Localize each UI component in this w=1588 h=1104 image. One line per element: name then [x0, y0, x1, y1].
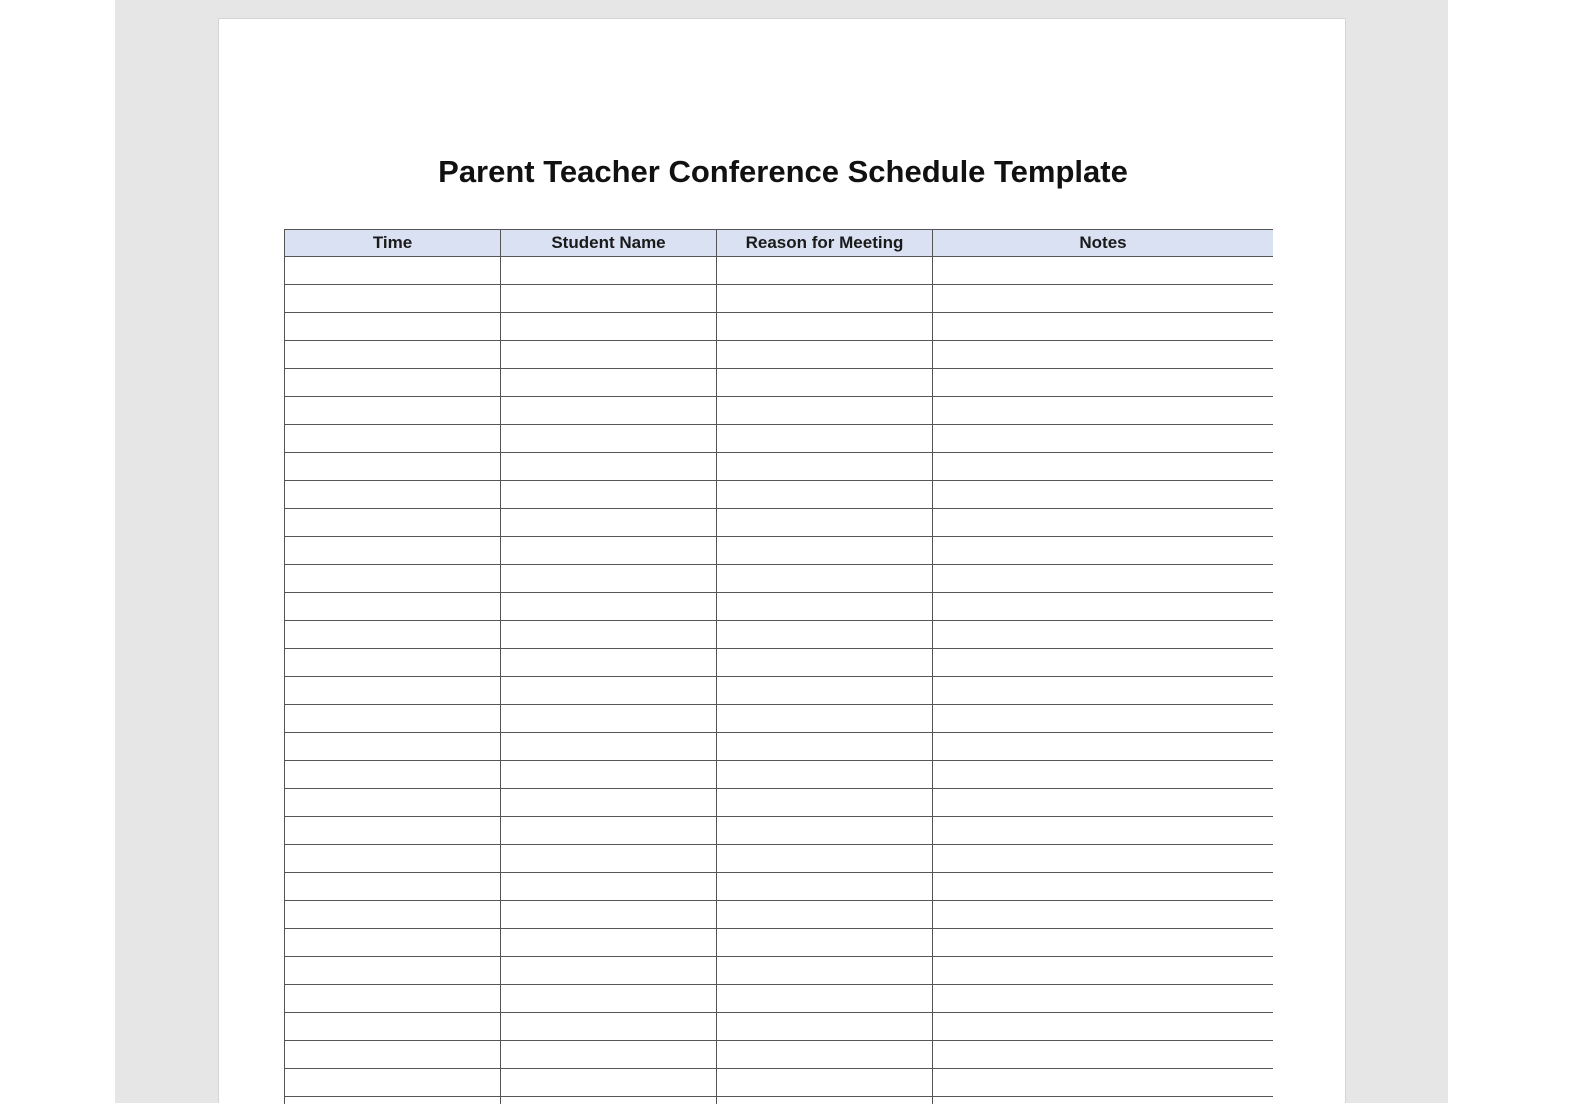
table-cell[interactable]: [501, 929, 717, 957]
table-cell[interactable]: [285, 453, 501, 481]
table-cell[interactable]: [285, 285, 501, 313]
schedule-table: [284, 229, 1273, 1104]
table-cell[interactable]: [933, 901, 1274, 929]
table-row: [285, 901, 1274, 929]
schedule-table-body: [285, 257, 1274, 1104]
table-cell[interactable]: [285, 397, 501, 425]
table-cell[interactable]: [933, 621, 1274, 649]
table-row: [285, 957, 1274, 985]
table-cell[interactable]: [501, 425, 717, 453]
table-row: [285, 677, 1274, 705]
table-cell[interactable]: [501, 369, 717, 397]
table-cell[interactable]: [501, 537, 717, 565]
table-row: [285, 257, 1274, 285]
table-cell[interactable]: [501, 509, 717, 537]
table-cell[interactable]: [717, 1041, 933, 1069]
table-cell[interactable]: [501, 817, 717, 845]
table-row: [285, 1013, 1274, 1041]
table-cell[interactable]: [933, 761, 1274, 789]
table-row: [285, 369, 1274, 397]
table-row: [285, 761, 1274, 789]
table-cell[interactable]: [501, 453, 717, 481]
table-cell[interactable]: [717, 845, 933, 873]
table-cell[interactable]: [717, 621, 933, 649]
document-viewer: [115, 0, 1448, 1103]
column-header-notes: Notes: [933, 230, 1274, 257]
table-row: [285, 789, 1274, 817]
table-cell[interactable]: [717, 285, 933, 313]
table-cell[interactable]: [285, 817, 501, 845]
table-cell[interactable]: [501, 733, 717, 761]
table-cell[interactable]: [501, 285, 717, 313]
table-cell[interactable]: [285, 257, 501, 285]
table-cell[interactable]: [717, 593, 933, 621]
table-row: [285, 817, 1274, 845]
table-cell[interactable]: [933, 1069, 1274, 1097]
table-cell[interactable]: [717, 453, 933, 481]
table-cell[interactable]: [717, 705, 933, 733]
table-cell[interactable]: [933, 481, 1274, 509]
table-cell[interactable]: [501, 761, 717, 789]
table-cell[interactable]: [717, 509, 933, 537]
table-cell[interactable]: [717, 257, 933, 285]
table-cell[interactable]: [717, 481, 933, 509]
table-cell[interactable]: [933, 789, 1274, 817]
table-cell[interactable]: [285, 481, 501, 509]
column-header-reason-for-meeting: Reason for Meeting: [717, 230, 933, 257]
table-cell[interactable]: [285, 621, 501, 649]
table-row: [285, 397, 1274, 425]
table-cell[interactable]: [501, 789, 717, 817]
table-cell[interactable]: [501, 873, 717, 901]
table-cell[interactable]: [933, 593, 1274, 621]
table-cell[interactable]: [933, 985, 1274, 1013]
table-cell[interactable]: [501, 957, 717, 985]
table-cell[interactable]: [717, 789, 933, 817]
table-cell[interactable]: [717, 1013, 933, 1041]
table-row: [285, 929, 1274, 957]
table-cell[interactable]: [933, 817, 1274, 845]
table-row: [285, 705, 1274, 733]
table-cell[interactable]: [933, 733, 1274, 761]
table-cell[interactable]: [285, 565, 501, 593]
table-cell[interactable]: [717, 649, 933, 677]
table-cell[interactable]: [285, 1041, 501, 1069]
table-cell[interactable]: [933, 873, 1274, 901]
table-cell[interactable]: [501, 1069, 717, 1097]
table-row: [285, 733, 1274, 761]
table-row: [285, 593, 1274, 621]
table-cell[interactable]: [285, 733, 501, 761]
document-title: Parent Teacher Conference Schedule Template: [219, 154, 1347, 190]
table-row: [285, 649, 1274, 677]
table-cell[interactable]: [285, 1069, 501, 1097]
table-cell[interactable]: [285, 761, 501, 789]
table-cell[interactable]: [285, 425, 501, 453]
table-cell[interactable]: [933, 929, 1274, 957]
table-row: [285, 873, 1274, 901]
table-cell[interactable]: [501, 397, 717, 425]
table-cell[interactable]: [933, 425, 1274, 453]
column-header-student-name: Student Name: [501, 230, 717, 257]
table-cell[interactable]: [285, 593, 501, 621]
table-cell[interactable]: [717, 341, 933, 369]
table-cell[interactable]: [933, 369, 1274, 397]
column-header-time: Time: [285, 230, 501, 257]
table-cell[interactable]: [501, 621, 717, 649]
table-cell[interactable]: [933, 285, 1274, 313]
table-cell[interactable]: [501, 985, 717, 1013]
table-cell[interactable]: [501, 649, 717, 677]
table-row: [285, 537, 1274, 565]
table-cell[interactable]: [285, 509, 501, 537]
table-cell[interactable]: [285, 873, 501, 901]
table-cell[interactable]: [501, 901, 717, 929]
table-cell[interactable]: [717, 929, 933, 957]
table-cell[interactable]: [285, 341, 501, 369]
table-cell[interactable]: [717, 537, 933, 565]
table-cell[interactable]: [933, 845, 1274, 873]
table-cell[interactable]: [285, 957, 501, 985]
table-cell[interactable]: [717, 1069, 933, 1097]
table-cell[interactable]: [717, 397, 933, 425]
table-cell[interactable]: [501, 565, 717, 593]
table-row: [285, 1041, 1274, 1069]
table-cell[interactable]: [285, 369, 501, 397]
table-cell[interactable]: [933, 537, 1274, 565]
table-cell[interactable]: [717, 957, 933, 985]
table-cell[interactable]: [717, 761, 933, 789]
table-cell[interactable]: [933, 313, 1274, 341]
table-cell[interactable]: [501, 313, 717, 341]
table-header-row: [285, 230, 1274, 257]
table-row: [285, 453, 1274, 481]
table-cell[interactable]: [933, 257, 1274, 285]
table-cell[interactable]: [933, 453, 1274, 481]
table-cell[interactable]: [717, 985, 933, 1013]
table-row: [285, 341, 1274, 369]
table-row: [285, 1069, 1274, 1097]
table-cell[interactable]: [717, 677, 933, 705]
table-cell[interactable]: [717, 313, 933, 341]
table-cell[interactable]: [285, 929, 501, 957]
table-cell[interactable]: [501, 705, 717, 733]
table-cell[interactable]: [285, 537, 501, 565]
table-cell[interactable]: [285, 649, 501, 677]
table-cell[interactable]: [285, 985, 501, 1013]
table-cell[interactable]: [717, 873, 933, 901]
table-cell[interactable]: [933, 705, 1274, 733]
table-cell[interactable]: [717, 369, 933, 397]
table-cell[interactable]: [285, 313, 501, 341]
table-cell[interactable]: [717, 733, 933, 761]
table-row: [285, 285, 1274, 313]
table-row: [285, 621, 1274, 649]
table-cell[interactable]: [501, 341, 717, 369]
table-cell[interactable]: [285, 845, 501, 873]
table-cell[interactable]: [717, 901, 933, 929]
table-cell[interactable]: [501, 845, 717, 873]
table-cell[interactable]: [501, 677, 717, 705]
table-cell[interactable]: [285, 789, 501, 817]
table-cell[interactable]: [501, 593, 717, 621]
table-cell[interactable]: [501, 257, 717, 285]
table-cell[interactable]: [933, 341, 1274, 369]
table-cell[interactable]: [285, 705, 501, 733]
table-cell[interactable]: [933, 1013, 1274, 1041]
table-row: [285, 425, 1274, 453]
table-cell[interactable]: [501, 1013, 717, 1041]
table-row: [285, 985, 1274, 1013]
table-cell[interactable]: [933, 1041, 1274, 1069]
table-row: [285, 313, 1274, 341]
table-cell[interactable]: [501, 1041, 717, 1069]
table-cell[interactable]: [933, 565, 1274, 593]
table-cell[interactable]: [933, 649, 1274, 677]
table-cell[interactable]: [501, 481, 717, 509]
table-cell[interactable]: [933, 397, 1274, 425]
table-cell[interactable]: [933, 509, 1274, 537]
table-cell[interactable]: [285, 677, 501, 705]
table-cell[interactable]: [285, 901, 501, 929]
table-cell[interactable]: [717, 425, 933, 453]
table-row: [285, 481, 1274, 509]
table-row: [285, 565, 1274, 593]
schedule-table-container: [284, 229, 1273, 1104]
table-cell[interactable]: [933, 677, 1274, 705]
table-row: [285, 845, 1274, 873]
table-cell[interactable]: [285, 1013, 501, 1041]
table-cell[interactable]: [717, 817, 933, 845]
document-page: [218, 18, 1346, 1103]
table-cell[interactable]: [933, 957, 1274, 985]
table-cell[interactable]: [717, 565, 933, 593]
table-row: [285, 509, 1274, 537]
